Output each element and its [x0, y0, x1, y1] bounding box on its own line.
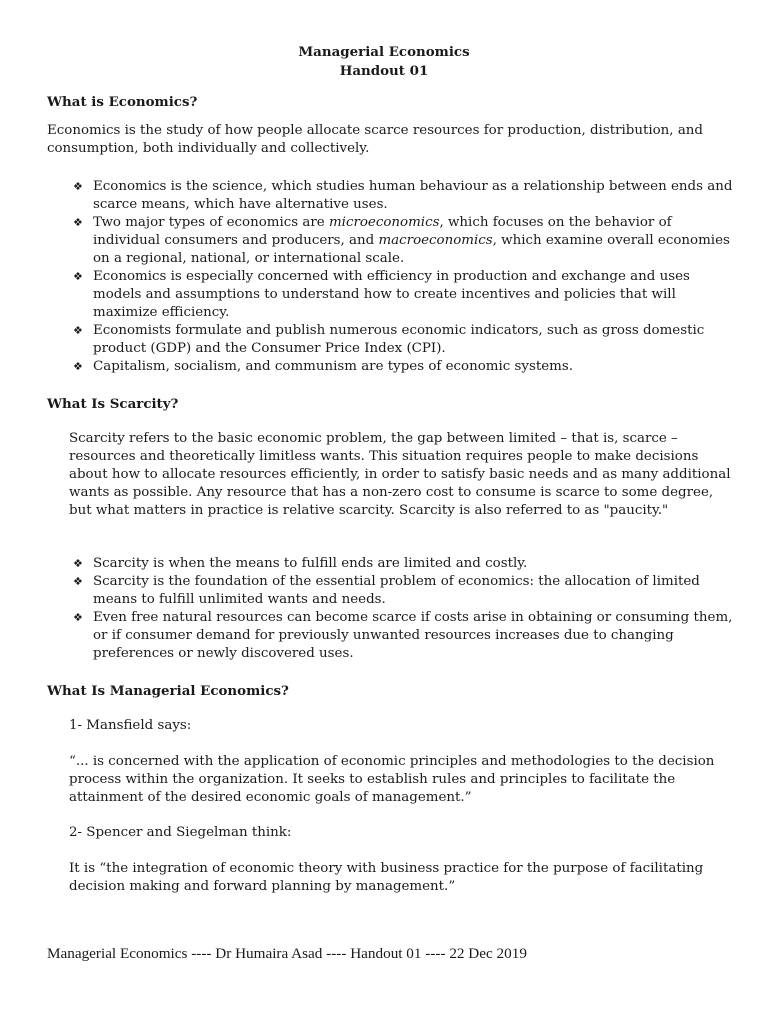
list-item: [69, 178, 734, 214]
list-item: [69, 322, 734, 358]
diamond-bullet-icon: ❖: [73, 575, 83, 588]
diamond-bullet-icon: ❖: [73, 611, 83, 624]
list-item: [69, 358, 734, 376]
bullet-text: Economics is especially concerned with efficiency in production and exchange and uses models and assumptions to understand how to create incentives and policies that will maximize efficiency.: [93, 269, 690, 320]
list-item: [69, 214, 734, 268]
bullet-text: Even free natural resources can become scarce if costs arise in obtaining or consuming them, or if consumer demand for previously unwanted resources increases due to changing preferences or newly discovered uses.: [93, 610, 733, 661]
economics-bullet-list: [69, 178, 734, 376]
diamond-bullet-icon: ❖: [73, 216, 83, 229]
mansfield-quote: “... is concerned with the application of economic principles and methodologies to the decision process within the organization. It seeks to establish rules and principles to facilitate the attainment of the desired economic goals of management.”: [69, 754, 715, 805]
list-item: [69, 573, 734, 609]
spencer-siegelman-quote: It is “the integration of economic theory with business practice for the purpose of facilitating decision making and forward planning by management.”: [69, 861, 704, 894]
bullet-text: Economics is the science, which studies human behaviour as a relationship between ends and scarce means, which have alternative uses.: [93, 179, 733, 212]
list-item: [69, 609, 734, 663]
diamond-bullet-icon: ❖: [73, 557, 83, 570]
diamond-bullet-icon: ❖: [73, 360, 83, 373]
diamond-bullet-icon: ❖: [73, 180, 83, 193]
economics-intro-paragraph: Economics is the study of how people allocate scarce resources for production, distribution, and consumption, both individually and collectively.: [47, 123, 703, 156]
bullet-text-part: Two major types of economics are: [93, 215, 329, 230]
microeconomics-term: microeconomics: [328, 215, 440, 230]
section-heading-economics: What is Economics?: [47, 94, 198, 110]
mansfield-label: 1- Mansfield says:: [69, 718, 192, 733]
list-item: [69, 268, 734, 322]
page-footer: Managerial Economics ---- Dr Humaira Asad ---- Handout 01 ---- 22 Dec 2019: [47, 945, 527, 962]
bullet-text: Capitalism, socialism, and communism are types of economic systems.: [93, 359, 573, 374]
section-heading-managerial-economics: What Is Managerial Economics?: [47, 683, 289, 699]
scarcity-bullet-list: [69, 555, 734, 663]
document-subtitle: Handout 01: [339, 63, 429, 79]
diamond-bullet-icon: ❖: [73, 324, 83, 337]
document-title: Managerial Economics: [298, 44, 470, 60]
macroeconomics-term: macroeconomics: [378, 233, 493, 248]
bullet-text-part: , which focuses on the behavior of individual consumers and producers, and: [93, 215, 672, 248]
bullet-text: Economists formulate and publish numerous economic indicators, such as gross domestic product (GDP) and the Consumer Price Index (CPI).: [93, 323, 705, 356]
scarcity-intro-paragraph: Scarcity refers to the basic economic problem, the gap between limited – that is, scarce – resources and theoretically limitless wants. This situation requires people to make decisions about how to allocate resources efficiently, in order to satisfy basic needs and as many additional wants as possible. Any resource that has a non-zero cost to consume is scarce to some degree, but what matters in practice is relative scarcity. Scarcity is also referred to as "paucity.": [69, 431, 731, 518]
spencer-siegelman-label: 2- Spencer and Siegelman think:: [69, 825, 292, 840]
bullet-text: Scarcity is the foundation of the essential problem of economics: the allocation of limited means to fulfill unlimited wants and needs.: [93, 574, 700, 607]
section-heading-scarcity: What Is Scarcity?: [47, 396, 179, 412]
diamond-bullet-icon: ❖: [73, 270, 83, 283]
bullet-text: Scarcity is when the means to fulfill ends are limited and costly.: [93, 556, 528, 571]
list-item: [69, 555, 734, 573]
bullet-text-part: , which examine overall economies on a regional, national, or international scale.: [93, 233, 730, 266]
